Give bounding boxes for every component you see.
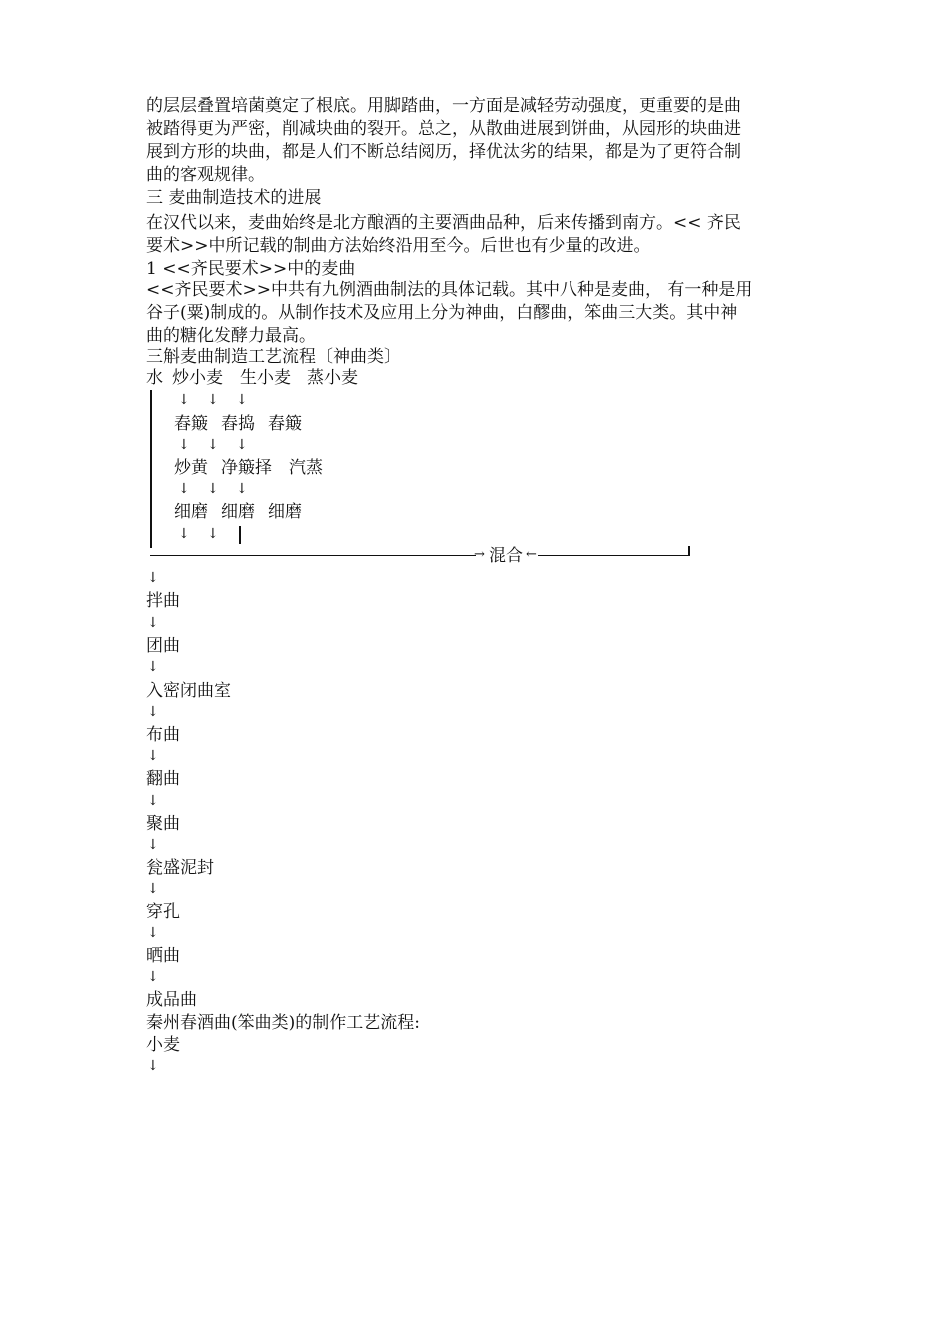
flow1-down-arrow: ↓ (178, 481, 190, 497)
flow1-down-arrow: ↓ (147, 615, 159, 631)
paragraph-1-line-3: 展到方形的块曲，都是人们不断总结阅历，择优汰劣的结果，都是为了更符合制 (146, 142, 741, 162)
flow1-down-arrow: ↓ (236, 437, 248, 453)
flow1-down-arrow: ↓ (236, 392, 248, 408)
flow1-merge-line-left (150, 555, 476, 556)
flow1-step-3: 入密闭曲室 (146, 681, 231, 701)
flow1-row2-a: 舂簸 (174, 414, 208, 434)
paragraph-2-line-2: 要术>>中所记载的制曲方法始终沿用至今。后世也有少量的改进。 (146, 236, 651, 256)
flow1-down-arrow: ↓ (147, 969, 159, 985)
flow1-down-arrow: ↓ (178, 526, 190, 542)
flow1-row2-c: 舂簸 (268, 414, 302, 434)
flow1-down-arrow: ↓ (178, 392, 190, 408)
flow1-step-7: 瓮盛泥封 (146, 858, 214, 878)
section-heading-1: 1 <<齐民要术>>中的麦曲 (146, 259, 356, 279)
flow1-merge-right-tick (688, 546, 690, 556)
flow1-row3-b: 净簸择 (221, 458, 272, 478)
flow1-down-arrow: ↓ (207, 437, 219, 453)
flow1-down-arrow: ↓ (207, 526, 219, 542)
flow1-water-line (150, 390, 152, 548)
paragraph-3-line-2: 谷子(粟)制成的。从制作技术及应用上分为神曲，白醪曲，笨曲三大类。其中神 (146, 303, 738, 323)
flow1-down-arrow: ↓ (236, 481, 248, 497)
flow1-row1-a: 炒小麦 (172, 368, 223, 388)
flow1-step-6: 聚曲 (146, 814, 180, 834)
paragraph-1-line-4: 曲的客观规律。 (146, 165, 265, 185)
flow1-down-arrow: ↓ (147, 793, 159, 809)
section-heading-3: 三 麦曲制造技术的进展 (146, 188, 322, 208)
flow2-step-1: 小麦 (146, 1035, 180, 1055)
flow1-join-line (239, 526, 241, 544)
flow1-down-arrow: ↓ (147, 748, 159, 764)
flow1-step-8: 穿孔 (146, 902, 180, 922)
flow1-merge-label: 混合 (489, 546, 523, 566)
flow1-merge-line-right (538, 555, 689, 556)
flow1-right-arrow: → (474, 547, 485, 562)
flow1-step-4: 布曲 (146, 725, 180, 745)
flow1-row2-b: 舂捣 (221, 414, 255, 434)
flow1-step-2: 团曲 (146, 636, 180, 656)
flow1-row1-b: 生小麦 (240, 368, 291, 388)
flow1-down-arrow: ↓ (207, 392, 219, 408)
flow1-down-arrow: ↓ (147, 659, 159, 675)
paragraph-1-line-2: 被踏得更为严密，削减块曲的裂开。总之，从散曲进展到饼曲，从园形的块曲进 (146, 119, 741, 139)
flow1-left-arrow: ← (526, 547, 537, 562)
flow1-row1-c: 蒸小麦 (307, 368, 358, 388)
paragraph-3-line-3: 曲的糖化发酵力最高。 (146, 326, 316, 346)
paragraph-1-line-1: 的层层叠置培菌奠定了根底。用脚踏曲，一方面是减轻劳动强度，更重要的是曲 (146, 96, 741, 116)
flow1-down-arrow: ↓ (147, 704, 159, 720)
paragraph-3-line-1: <<齐民要术>>中共有九例酒曲制法的具体记载。其中八种是麦曲， 有一种是用 (146, 280, 753, 300)
flow1-row4-a: 细磨 (174, 502, 208, 522)
paragraph-2-line-1: 在汉代以来，麦曲始终是北方酿酒的主要酒曲品种，后来传播到南方。<< 齐民 (146, 213, 741, 233)
flow2-title: 秦州春酒曲(笨曲类)的制作工艺流程: (146, 1013, 420, 1033)
flow1-step-9: 晒曲 (146, 946, 180, 966)
flow1-down-arrow: ↓ (207, 481, 219, 497)
flow1-row3-c: 汽蒸 (289, 458, 323, 478)
flow1-down-arrow: ↓ (147, 925, 159, 941)
flow2-down-arrow: ↓ (147, 1058, 159, 1074)
flow1-row4-c: 细磨 (268, 502, 302, 522)
flow1-title: 三斛麦曲制造工艺流程〔神曲类〕 (146, 347, 401, 367)
flow1-down-arrow: ↓ (147, 570, 159, 586)
flow1-water-label: 水 (146, 368, 163, 388)
flow1-down-arrow: ↓ (147, 881, 159, 897)
flow1-row3-a: 炒黄 (174, 458, 208, 478)
flow1-down-arrow: ↓ (147, 837, 159, 853)
flow1-step-10: 成品曲 (146, 990, 197, 1010)
flow1-step-1: 拌曲 (146, 591, 180, 611)
flow1-row4-b: 细磨 (221, 502, 255, 522)
flow1-step-5: 翻曲 (146, 769, 180, 789)
flow1-down-arrow: ↓ (178, 437, 190, 453)
